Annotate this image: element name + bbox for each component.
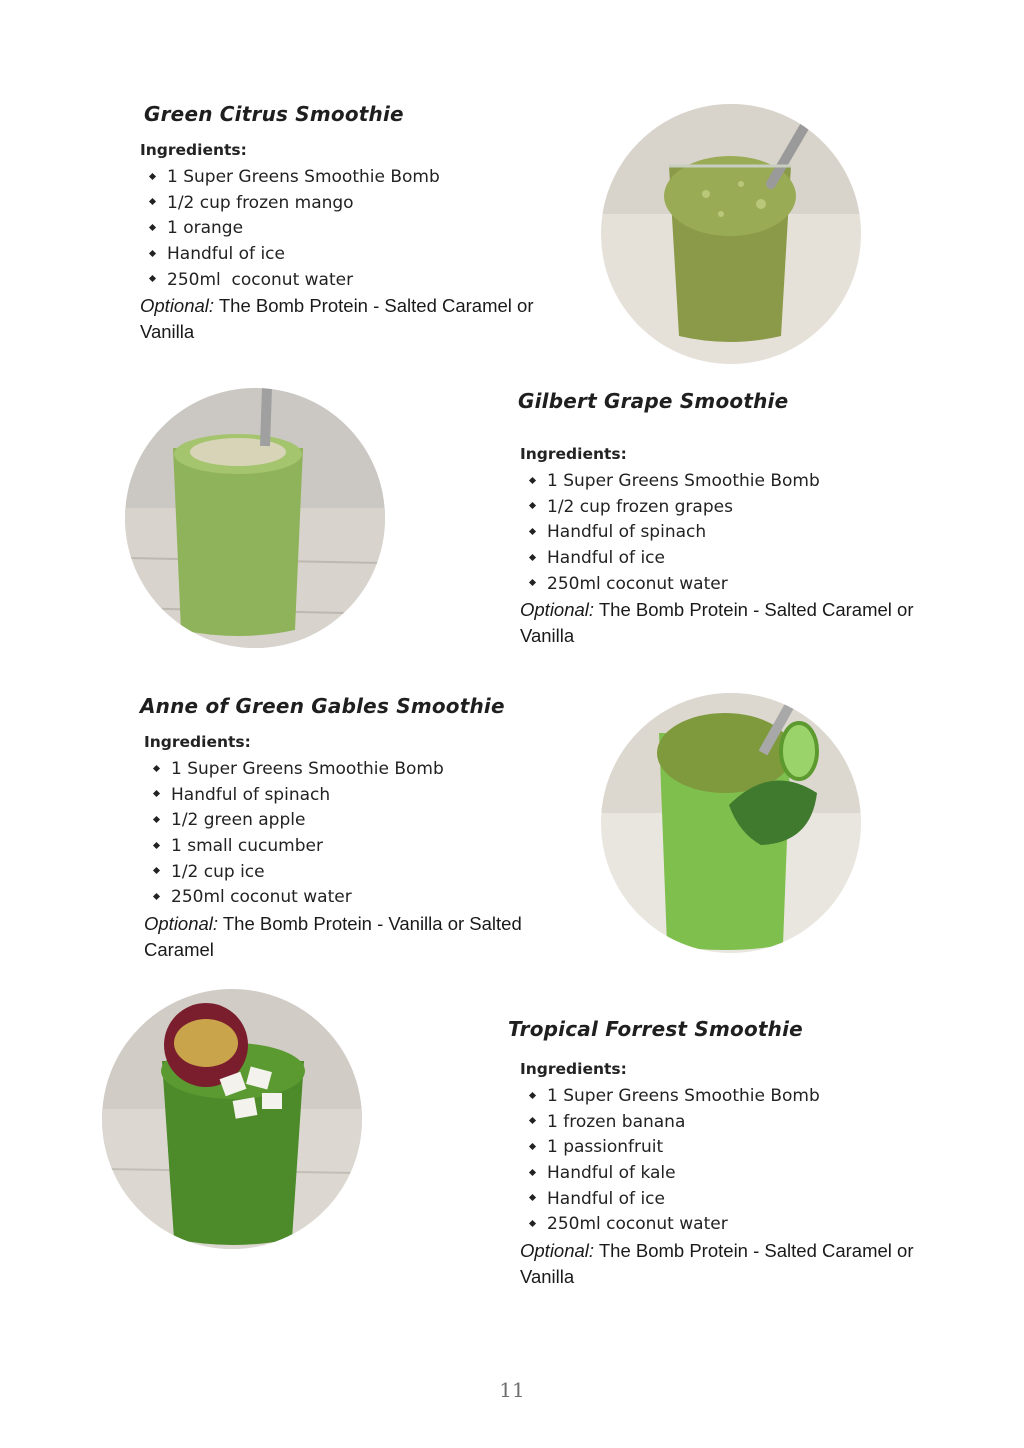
list-item: Handful of spinach [520, 520, 957, 546]
bullet-icon [529, 502, 536, 509]
list-item: Handful of kale [520, 1161, 948, 1187]
bullet-icon [149, 172, 156, 179]
optional-label: Optional: [520, 599, 595, 621]
optional-note [520, 1238, 950, 1290]
optional-note [140, 293, 570, 345]
recipe-title: Gilbert Grape Smoothie [518, 389, 789, 413]
list-item: 250ml coconut water [520, 1212, 948, 1238]
ingredients-label: Ingredients: [520, 445, 627, 463]
ingredients-list [140, 165, 580, 293]
recipe-title: Anne of Green Gables Smoothie [140, 694, 505, 718]
list-item: Handful of spinach [144, 783, 580, 809]
bullet-icon [149, 275, 156, 282]
bullet-icon [529, 1143, 536, 1150]
ingredients-list [144, 757, 580, 911]
list-item: 1/2 cup ice [144, 860, 580, 886]
bullet-icon [149, 250, 156, 257]
recipe-title: Green Citrus Smoothie [144, 102, 404, 126]
recipe-title: Tropical Forrest Smoothie [508, 1017, 803, 1041]
optional-note [520, 597, 950, 649]
bullet-icon [529, 1194, 536, 1201]
bullet-icon [529, 1117, 536, 1124]
bullet-icon [529, 1220, 536, 1227]
optional-text: The Bomb Protein - Vanilla or Salted Caramel [144, 913, 522, 961]
bullet-icon [529, 579, 536, 586]
list-item: 1 small cucumber [144, 834, 580, 860]
list-item: 250ml coconut water [520, 572, 957, 598]
list-item: Handful of ice [520, 1187, 948, 1213]
list-item: 250ml coconut water [140, 268, 580, 294]
bullet-icon [149, 224, 156, 231]
page-number: 11 [499, 1378, 525, 1402]
list-item: 1 passionfruit [520, 1135, 948, 1161]
optional-label: Optional: [140, 295, 215, 317]
bullet-icon [529, 1091, 536, 1098]
optional-label: Optional: [144, 913, 219, 935]
bullet-icon [529, 476, 536, 483]
list-item: 1 frozen banana [520, 1110, 948, 1136]
bullet-icon [153, 790, 160, 797]
list-item: 1/2 cup frozen mango [140, 191, 580, 217]
ingredients-list [520, 469, 957, 597]
list-item: 1/2 cup frozen grapes [520, 495, 957, 521]
list-item: 1/2 green apple [144, 808, 580, 834]
list-item: 1 Super Greens Smoothie Bomb [520, 469, 957, 495]
optional-label: Optional: [520, 1240, 595, 1262]
bullet-icon [153, 764, 160, 771]
list-item: 1 orange [140, 216, 580, 242]
list-item: 1 Super Greens Smoothie Bomb [520, 1084, 948, 1110]
bullet-icon [149, 198, 156, 205]
bullet-icon [153, 867, 160, 874]
recipe-green-citrus [140, 102, 580, 345]
bullet-icon [529, 554, 536, 561]
ingredients-label: Ingredients: [520, 1060, 627, 1078]
smoothie-photo-anne-of-green-gables [601, 693, 861, 953]
list-item: 250ml coconut water [144, 885, 580, 911]
list-item: Handful of ice [140, 242, 580, 268]
smoothie-photo-gilbert-grape [125, 388, 385, 648]
optional-text: The Bomb Protein - Salted Caramel or Vanilla [520, 599, 914, 647]
smoothie-photo-tropical-forrest [102, 989, 362, 1249]
ingredients-label: Ingredients: [144, 733, 251, 751]
bullet-icon [529, 1169, 536, 1176]
list-item: 1 Super Greens Smoothie Bomb [144, 757, 580, 783]
bullet-icon [529, 528, 536, 535]
optional-text: The Bomb Protein - Salted Caramel or Vanilla [140, 295, 534, 343]
bullet-icon [153, 842, 160, 849]
optional-note [144, 911, 564, 963]
ingredients-label: Ingredients: [140, 141, 247, 159]
list-item: 1 Super Greens Smoothie Bomb [140, 165, 580, 191]
smoothie-photo-green-citrus [601, 104, 861, 364]
recipe-tropical-forrest [508, 1017, 948, 1290]
ingredients-list [520, 1084, 948, 1238]
recipe-anne-of-green-gables [140, 694, 580, 963]
recipe-gilbert-grape [517, 389, 957, 649]
bullet-icon [153, 816, 160, 823]
bullet-icon [153, 893, 160, 900]
list-item: Handful of ice [520, 546, 957, 572]
optional-text: The Bomb Protein - Salted Caramel or Vanilla [520, 1240, 914, 1288]
